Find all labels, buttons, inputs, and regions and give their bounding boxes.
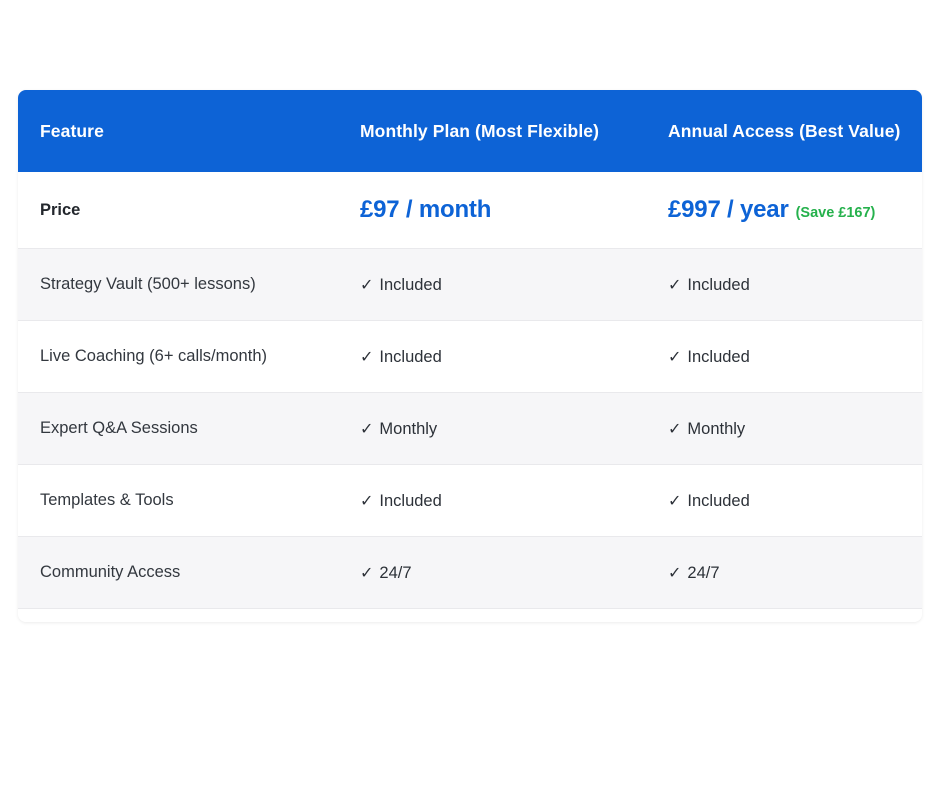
annual-value bbox=[646, 249, 922, 321]
check-icon: ✓ bbox=[360, 348, 374, 366]
pricing-comparison-table bbox=[18, 90, 922, 622]
monthly-price-value: £97 / month bbox=[360, 196, 492, 223]
price-row-label: Price bbox=[40, 200, 81, 219]
monthly-value bbox=[338, 537, 646, 609]
monthly-value-text: Included bbox=[379, 275, 442, 294]
price-row-monthly bbox=[338, 172, 646, 249]
annual-value-text: 24/7 bbox=[687, 563, 720, 582]
feature-label: Community Access bbox=[40, 563, 181, 581]
check-icon: ✓ bbox=[668, 276, 682, 294]
pricing-table bbox=[18, 90, 922, 622]
table-row-partial bbox=[18, 609, 922, 623]
monthly-value-text: Monthly bbox=[379, 419, 438, 438]
monthly-value-text: 24/7 bbox=[379, 563, 412, 582]
check-icon: ✓ bbox=[668, 420, 682, 438]
feature-label: Templates & Tools bbox=[40, 491, 174, 509]
annual-value bbox=[646, 465, 922, 537]
annual-price-value: £997 / year bbox=[668, 196, 789, 223]
annual-save-badge: (Save £167) bbox=[795, 205, 876, 221]
check-icon: ✓ bbox=[668, 564, 682, 582]
table-header bbox=[18, 90, 922, 172]
table-header-row bbox=[18, 90, 922, 172]
table-body bbox=[18, 172, 922, 622]
monthly-value bbox=[338, 249, 646, 321]
feature-label: Expert Q&A Sessions bbox=[40, 419, 198, 437]
table-row bbox=[18, 537, 922, 609]
check-icon: ✓ bbox=[668, 492, 682, 510]
monthly-value bbox=[338, 393, 646, 465]
annual-value bbox=[646, 537, 922, 609]
annual-value-text: Monthly bbox=[687, 419, 746, 438]
check-icon: ✓ bbox=[360, 420, 374, 438]
monthly-value-text: Included bbox=[379, 347, 442, 366]
feature-label: Strategy Vault (500+ lessons) bbox=[40, 275, 256, 293]
monthly-value-partial bbox=[338, 609, 646, 623]
monthly-value bbox=[338, 465, 646, 537]
column-header-feature: Feature bbox=[18, 90, 338, 172]
annual-value-text: Included bbox=[687, 275, 750, 294]
monthly-value bbox=[338, 321, 646, 393]
annual-value bbox=[646, 393, 922, 465]
check-icon: ✓ bbox=[360, 276, 374, 294]
check-icon: ✓ bbox=[360, 564, 374, 582]
annual-value-partial bbox=[646, 609, 922, 623]
price-row-annual bbox=[646, 172, 922, 249]
column-header-annual: Annual Access (Best Value) bbox=[646, 90, 922, 172]
annual-value bbox=[646, 321, 922, 393]
table-row bbox=[18, 393, 922, 465]
check-icon: ✓ bbox=[360, 492, 374, 510]
annual-value-text: Included bbox=[687, 347, 750, 366]
column-header-monthly: Monthly Plan (Most Flexible) bbox=[338, 90, 646, 172]
feature-label: Live Coaching (6+ calls/month) bbox=[40, 347, 267, 365]
feature-label-partial bbox=[18, 609, 338, 623]
table-row bbox=[18, 249, 922, 321]
annual-value-text: Included bbox=[687, 491, 750, 510]
check-icon: ✓ bbox=[668, 348, 682, 366]
table-row-price bbox=[18, 172, 922, 249]
monthly-value-text: Included bbox=[379, 491, 442, 510]
table-row bbox=[18, 321, 922, 393]
table-row bbox=[18, 465, 922, 537]
